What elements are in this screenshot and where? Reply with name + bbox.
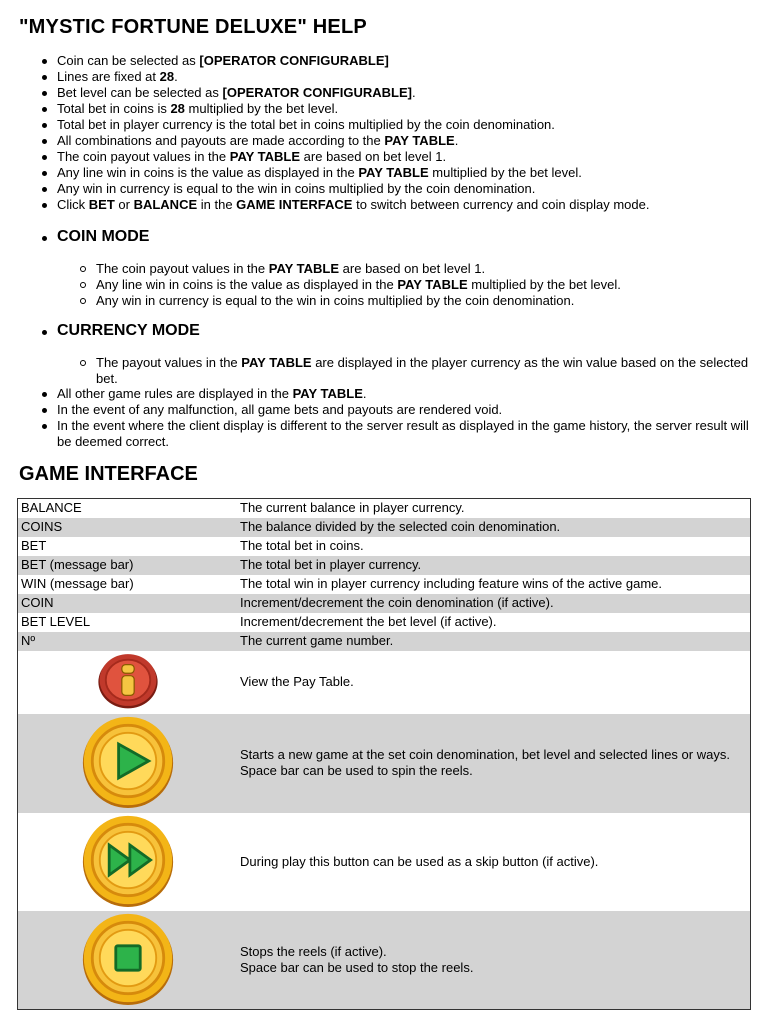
text-run: All combinations and payouts are made according to the bbox=[57, 133, 385, 148]
table-row bbox=[18, 594, 751, 613]
element-description: Increment/decrement the coin denomination (if active). bbox=[238, 594, 751, 613]
text-run: The coin payout values in the bbox=[96, 261, 269, 276]
description-line: Space bar can be used to stop the reels. bbox=[240, 959, 474, 975]
element-description: The current game number. bbox=[238, 632, 751, 651]
list-item bbox=[96, 293, 756, 309]
bold-term: GAME INTERFACE bbox=[236, 197, 353, 212]
table-row bbox=[18, 632, 751, 651]
list-item bbox=[57, 85, 757, 101]
element-name: BET (message bar) bbox=[18, 556, 239, 575]
text-run: multiplied by the bet level. bbox=[467, 277, 621, 292]
list-item bbox=[57, 101, 757, 117]
element-description: The total win in player currency including feature wins of the active game. bbox=[240, 576, 662, 591]
text-run: Any win in currency is equal to the win in coins multiplied by the coin denomination. bbox=[57, 181, 536, 196]
list-item bbox=[57, 386, 757, 402]
text-run: The coin payout values in the bbox=[57, 149, 230, 164]
bold-term: 28 bbox=[159, 69, 175, 84]
icon-cell bbox=[18, 651, 239, 714]
table-row bbox=[18, 499, 751, 518]
info-icon bbox=[97, 651, 159, 713]
rules-list-after bbox=[57, 386, 757, 450]
list-item bbox=[57, 181, 757, 197]
list-item bbox=[57, 53, 757, 69]
element-name: COIN bbox=[18, 594, 239, 613]
coin-mode-list bbox=[96, 261, 756, 309]
bold-term: PAY TABLE bbox=[229, 149, 301, 164]
bold-term: PAY TABLE bbox=[397, 277, 468, 292]
element-description: Increment/decrement the bet level (if active). bbox=[240, 614, 497, 629]
bold-term: PAY TABLE bbox=[384, 133, 455, 148]
text-run: The payout values in the bbox=[96, 355, 242, 370]
text-run: Lines are fixed at bbox=[57, 69, 160, 84]
element-description bbox=[238, 911, 751, 1010]
description-line: During play this button can be used as a skip button (if active). bbox=[240, 853, 599, 869]
element-description: The current balance in player currency. bbox=[240, 500, 465, 516]
bold-term: [OPERATOR CONFIGURABLE] bbox=[199, 53, 389, 68]
icon-cell bbox=[18, 911, 239, 1010]
description-line: View the Pay Table. bbox=[240, 674, 354, 689]
table-row bbox=[18, 714, 751, 813]
element-name: BET bbox=[21, 538, 47, 553]
element-description: The total bet in player currency. bbox=[238, 556, 751, 575]
list-item bbox=[57, 149, 757, 165]
table-row bbox=[18, 556, 751, 575]
list-item bbox=[57, 69, 757, 85]
table-row bbox=[18, 911, 751, 1010]
list-item bbox=[57, 117, 757, 133]
element-name: BET LEVEL bbox=[21, 614, 91, 629]
text-run: Total bet in coins is bbox=[57, 101, 171, 116]
text-run: . bbox=[411, 85, 416, 100]
game-interface-heading: GAME INTERFACE bbox=[19, 463, 198, 485]
element-description bbox=[238, 813, 751, 911]
text-run: . bbox=[362, 386, 367, 401]
list-item bbox=[96, 277, 756, 293]
element-name: Nº bbox=[18, 632, 239, 651]
text-run: Bet level can be selected as bbox=[57, 85, 223, 100]
bold-term: PAY TABLE bbox=[292, 386, 363, 401]
bold-term: [OPERATOR CONFIGURABLE] bbox=[222, 85, 412, 100]
text-run: Any win in currency is equal to the win in coins multiplied by the coin denomination. bbox=[96, 293, 575, 308]
bold-term: BET bbox=[88, 197, 115, 212]
bold-term: PAY TABLE bbox=[241, 355, 312, 370]
list-item bbox=[96, 261, 756, 277]
text-run: In the event where the client display is different to the server result as displayed in the game history, the server result will be deemed correct. bbox=[57, 418, 749, 449]
text-run: are based on bet level 1. bbox=[300, 149, 447, 164]
table-row bbox=[18, 813, 751, 911]
text-run: Coin can be selected as bbox=[57, 53, 200, 68]
table-row bbox=[18, 613, 751, 632]
currency-mode-heading: CURRENCY MODE bbox=[57, 322, 200, 339]
text-run: multiplied by the bet level. bbox=[184, 101, 339, 116]
table-row bbox=[18, 651, 751, 714]
text-run: Any line win in coins is the value as displayed in the bbox=[57, 165, 359, 180]
text-run: Click bbox=[57, 197, 89, 212]
list-item bbox=[57, 133, 757, 149]
stop-square-icon bbox=[81, 911, 175, 1009]
bold-term: PAY TABLE bbox=[358, 165, 429, 180]
element-description: The balance divided by the selected coin denomination. bbox=[238, 518, 751, 537]
text-run: . bbox=[454, 133, 459, 148]
currency-mode-list bbox=[96, 355, 756, 387]
skip-fast-forward-icon bbox=[81, 813, 175, 911]
game-interface-table bbox=[17, 498, 751, 1010]
spin-play-icon bbox=[81, 714, 175, 812]
text-run: All other game rules are displayed in the bbox=[57, 386, 293, 401]
element-name: COINS bbox=[18, 518, 239, 537]
text-run: in the bbox=[197, 197, 237, 212]
list-item bbox=[57, 165, 757, 181]
list-item bbox=[57, 197, 757, 213]
text-run: are based on bet level 1. bbox=[339, 261, 486, 276]
icon-cell bbox=[18, 714, 239, 813]
list-item bbox=[57, 418, 757, 450]
table-row bbox=[18, 575, 751, 594]
coin-mode-heading: COIN MODE bbox=[57, 228, 150, 245]
element-description bbox=[238, 651, 751, 714]
element-name: BALANCE bbox=[21, 500, 82, 516]
bold-term: PAY TABLE bbox=[268, 261, 340, 276]
text-run: Total bet in player currency is the total bet in coins multiplied by the coin denomination. bbox=[57, 117, 555, 132]
description-line: Starts a new game at the set coin denomination, bet level and selected lines or ways. bbox=[240, 747, 730, 762]
rules-list bbox=[57, 53, 757, 213]
element-name: WIN (message bar) bbox=[21, 576, 134, 591]
text-run: multiplied by the bet level. bbox=[428, 165, 582, 180]
text-run: In the event of any malfunction, all game bets and payouts are rendered void. bbox=[57, 402, 503, 417]
icon-cell bbox=[18, 813, 239, 911]
text-run: Any line win in coins is the value as displayed in the bbox=[96, 277, 398, 292]
list-item bbox=[57, 402, 757, 418]
table-row bbox=[18, 537, 751, 556]
text-run: . bbox=[174, 69, 178, 84]
list-item bbox=[96, 355, 756, 387]
bold-term: 28 bbox=[170, 101, 185, 116]
element-description: The total bet in coins. bbox=[240, 538, 364, 553]
bold-term: BALANCE bbox=[133, 197, 198, 212]
text-run: to switch between currency and coin display mode. bbox=[352, 197, 650, 212]
page-title: "MYSTIC FORTUNE DELUXE" HELP bbox=[19, 16, 367, 38]
text-run: or bbox=[114, 197, 134, 212]
text-run: are displayed in the player currency as the win value based on the selected bet. bbox=[96, 355, 749, 386]
table-row bbox=[18, 518, 751, 537]
element-description bbox=[238, 714, 751, 813]
description-line: Space bar can be used to spin the reels. bbox=[240, 763, 473, 778]
description-line: Stops the reels (if active). bbox=[240, 943, 387, 959]
